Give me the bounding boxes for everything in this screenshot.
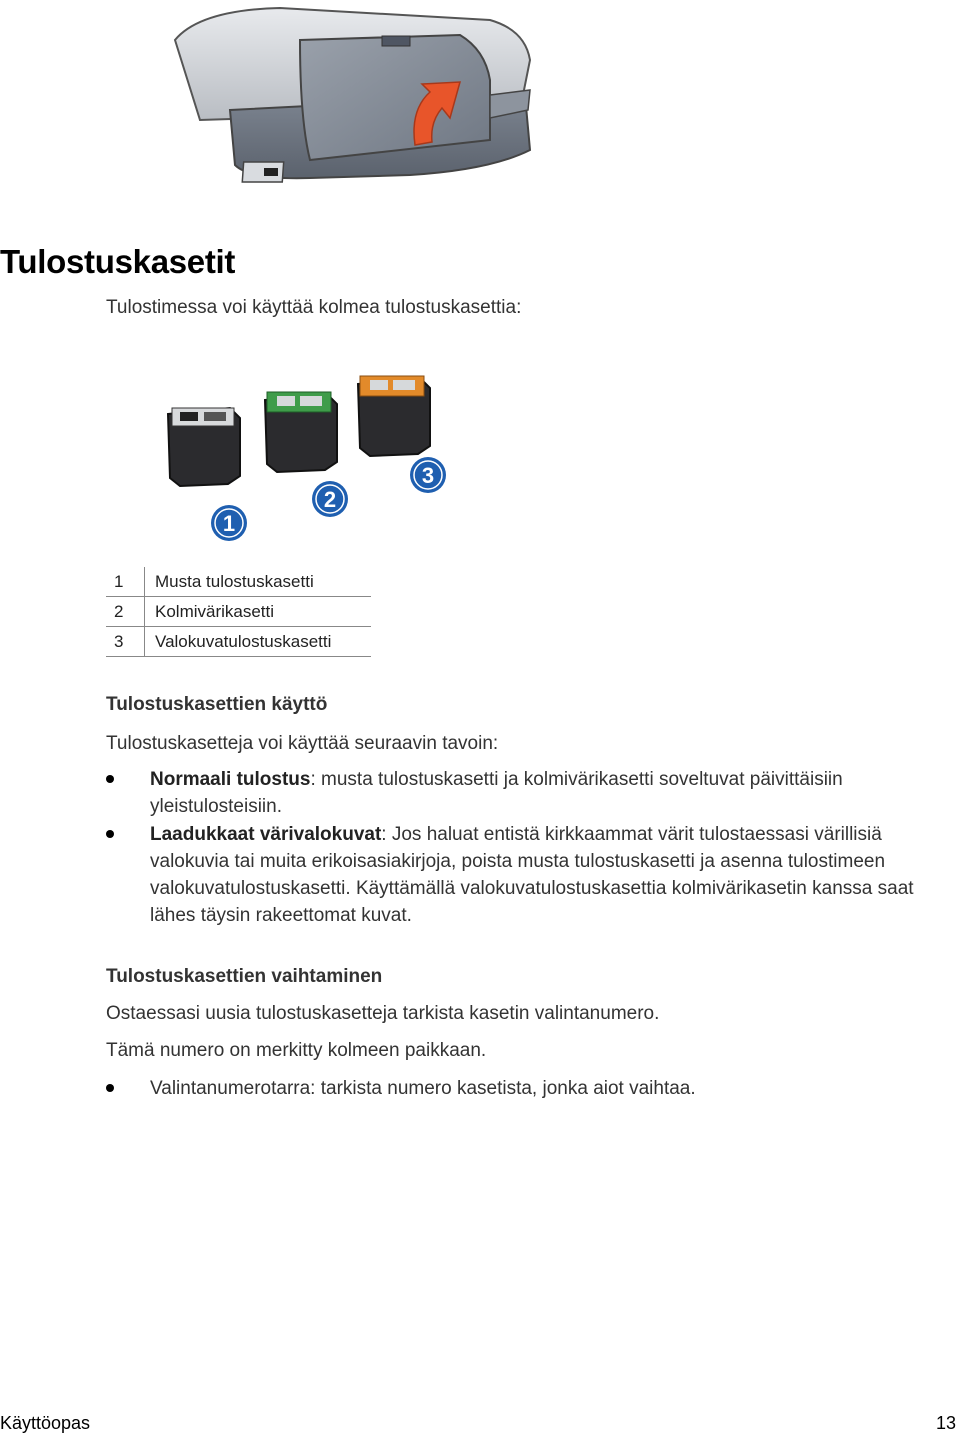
table-row xyxy=(106,597,371,627)
replacing-paragraph-1: Ostaessasi uusia tulostuskasetteja tarkista kasetin valintanumero. xyxy=(106,1003,660,1024)
callout-3 xyxy=(410,457,446,493)
page-number: 13 xyxy=(935,1413,956,1433)
cartridge-legend-table xyxy=(106,567,371,657)
bullet-text: : Jos haluat entistä kirkkaammat värit tulostaessasi värillisiä valokuvia tai muita erikoisasiakirjoja, poista musta tulostuskasetti ja asenna tulostimeen valokuvatulostuskasetti. Käyttämällä valokuvatulostuskasettia kolmivärikasetin kanssa saat lähes täysin rakeettomat kuvat. xyxy=(150,824,914,926)
section-heading-usage: Tulostuskasettien käyttö xyxy=(106,694,328,715)
list-item xyxy=(106,766,956,822)
replacing-paragraph-2: Tämä numero on merkitty kolmeen paikkaan. xyxy=(106,1040,487,1061)
bullet-text: Valintanumerotarra: tarkista numero kasetista, jonka aiot vaihtaa. xyxy=(150,1078,696,1099)
svg-text:1: 1 xyxy=(222,511,236,536)
intro-text: Tulostimessa voi käyttää kolmea tulostuskasettia: xyxy=(106,297,522,318)
bullet-icon xyxy=(106,1084,114,1092)
bullet-term: Laadukkaat värivalokuvat xyxy=(150,824,382,845)
svg-text:2: 2 xyxy=(323,487,337,512)
legend-number: 3 xyxy=(106,627,145,657)
page-title: Tulostuskasetit xyxy=(0,243,236,280)
list-item xyxy=(106,1075,956,1105)
usage-lead-text: Tulostuskasetteja voi käyttää seuraavin tavoin: xyxy=(106,733,499,754)
footer-guide-title: Käyttöopas xyxy=(0,1413,91,1433)
table-row xyxy=(106,627,371,657)
list-item xyxy=(106,821,956,931)
black-cartridge-image xyxy=(168,408,240,486)
legend-label: Valokuvatulostuskasetti xyxy=(145,627,372,657)
bullet-icon xyxy=(106,830,114,838)
table-row xyxy=(106,567,371,597)
legend-label: Musta tulostuskasetti xyxy=(145,567,372,597)
bullet-term: Normaali tulostus xyxy=(150,769,311,790)
cartridges-illustration xyxy=(150,372,470,554)
legend-number: 2 xyxy=(106,597,145,627)
callout-2 xyxy=(312,481,348,517)
callout-1 xyxy=(211,505,247,541)
legend-number: 1 xyxy=(106,567,145,597)
photo-cartridge-image xyxy=(358,376,430,456)
tricolor-cartridge-image xyxy=(265,392,337,472)
bullet-text: : musta tulostuskasetti ja kolmivärikasetti soveltuvat päivittäisiin yleistulosteisiin. xyxy=(150,769,843,817)
bullet-icon xyxy=(106,775,114,783)
printer-illustration xyxy=(160,0,540,200)
legend-label: Kolmivärikasetti xyxy=(145,597,372,627)
section-heading-replacing: Tulostuskasettien vaihtaminen xyxy=(106,966,383,987)
svg-text:3: 3 xyxy=(421,463,435,488)
